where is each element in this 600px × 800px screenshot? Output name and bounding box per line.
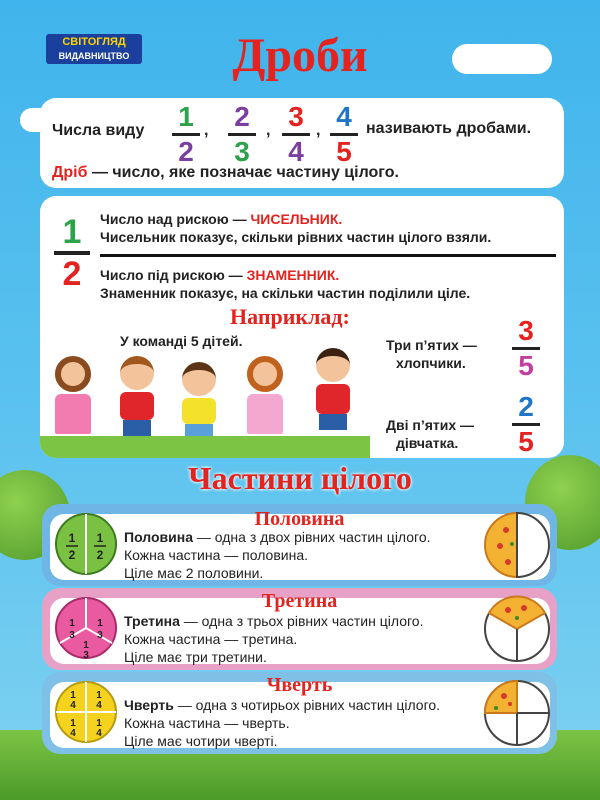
fraction-4-5 (330, 102, 358, 167)
band-half (42, 504, 557, 586)
denominator-term: ЗНАМЕННИК. (246, 267, 340, 283)
denominator-line (100, 266, 339, 284)
third-num: 1 (97, 618, 103, 629)
band-quarter (42, 672, 557, 754)
kid-boy-1 (112, 356, 162, 436)
band-half-text (124, 528, 431, 582)
fraction-3-5 (512, 316, 540, 381)
third-line2: Кожна частина — третина. (124, 631, 298, 647)
denominator-explanation: Знаменник показує, на скільки частин поділили ціле. (100, 285, 471, 301)
quarter-fraction-circle (54, 680, 118, 744)
example-heading: Наприклад: (230, 304, 350, 329)
fraction-denominator: 3 (234, 136, 250, 167)
fraction-1-2 (172, 102, 200, 167)
half-line2: Кожна частина — половина. (124, 547, 309, 563)
quarter-pizza (482, 678, 552, 748)
definition-word: Дріб (52, 164, 88, 181)
kid-boy-2 (174, 362, 224, 438)
third-num: 1 (83, 640, 89, 651)
half-right-den: 2 (96, 548, 104, 562)
half-term: Половина (124, 529, 193, 545)
publisher-subtitle: ВИДАВНИЦТВО (58, 51, 130, 61)
page-title: Дроби (232, 29, 368, 82)
fraction-numerator: 3 (518, 315, 534, 346)
third-term: Третина (124, 613, 180, 629)
intro-suffix: називають дробами. (366, 120, 532, 137)
numden-panel (40, 196, 564, 458)
quarter-den: 4 (70, 728, 76, 739)
band-third (42, 588, 557, 670)
band-third-text (124, 612, 423, 666)
half-left-num: 1 (68, 531, 76, 545)
band-third-title: Третина (261, 590, 338, 612)
quarter-den: 4 (96, 728, 102, 739)
fraction-denominator: 5 (336, 136, 352, 167)
band-quarter-title: Чверть (266, 674, 333, 696)
numerator-label: Число над рискою — (100, 211, 251, 227)
quarter-line2: Кожна частина — чверть. (124, 715, 290, 731)
band-quarter-text (124, 696, 440, 750)
quarter-num: 1 (96, 718, 102, 729)
numerator-explanation: Чисельник показує, скільки рівних частин цілого взяли. (100, 229, 492, 245)
third-num: 1 (69, 618, 75, 629)
fraction-denominator: 5 (518, 426, 534, 457)
example-boys-line2: хлопчики. (396, 355, 466, 371)
denominator-label: Число під рискою — (100, 267, 247, 283)
example-boys-line1: Три п’ятих — (386, 337, 477, 353)
definition-text: — число, яке позначає частину цілого. (87, 164, 399, 181)
third-pizza (482, 594, 552, 664)
quarter-num: 1 (70, 718, 76, 729)
comma: , (204, 122, 209, 139)
parts-title: Частини цілого (188, 460, 412, 496)
big-denominator: 2 (62, 255, 82, 293)
team-text: У команді 5 дітей. (120, 333, 243, 349)
grass-strip (40, 436, 370, 458)
third-definition: — одна з трьох рівних частин цілого. (179, 613, 424, 629)
third-den: 3 (69, 630, 75, 641)
big-numerator: 1 (62, 213, 82, 251)
half-pizza (482, 510, 552, 580)
comma: , (266, 122, 271, 139)
example-girls-line2: дівчатка. (396, 435, 459, 451)
fraction-denominator: 5 (518, 350, 534, 381)
numerator-line (100, 210, 342, 228)
example-girls-line1: Дві п’ятих — (386, 417, 475, 433)
half-left-den: 2 (68, 548, 76, 562)
publisher-name: СВІТОГЛЯД (62, 36, 126, 48)
intro-panel (40, 98, 564, 188)
definition-line (52, 164, 399, 182)
kid-girl-1 (48, 356, 98, 436)
band-half-title: Половина (254, 508, 345, 530)
fraction-numerator: 3 (288, 101, 304, 132)
fraction-3-4 (282, 102, 310, 167)
quarter-num: 1 (96, 690, 102, 701)
quarter-den: 4 (70, 700, 76, 711)
quarter-term: Чверть (124, 697, 174, 713)
fraction-numerator: 4 (336, 101, 352, 132)
fraction-2-3 (228, 102, 256, 167)
quarter-den: 4 (96, 700, 102, 711)
fraction-denominator: 4 (288, 136, 304, 167)
fraction-numerator: 1 (178, 101, 194, 132)
divider-line (100, 254, 556, 257)
comma: , (316, 122, 321, 139)
half-right-num: 1 (96, 531, 104, 545)
fraction-2-5 (512, 392, 540, 457)
kid-girl-2 (240, 356, 290, 436)
third-line3: Ціле має три третини. (124, 649, 267, 665)
third-fraction-circle (54, 596, 118, 660)
fraction-denominator: 2 (178, 136, 194, 167)
intro-prefix: Числа виду (52, 122, 145, 139)
quarter-num: 1 (70, 690, 76, 701)
fraction-numerator: 2 (234, 101, 250, 132)
numerator-term: ЧИСЕЛЬНИК. (250, 211, 343, 227)
fraction-numerator: 2 (518, 391, 534, 422)
third-den: 3 (97, 630, 103, 641)
half-fraction-circle (54, 512, 118, 576)
half-line3: Ціле має 2 половини. (124, 565, 264, 581)
quarter-definition: — одна з чотирьох рівних частин цілого. (173, 697, 441, 713)
kid-boy-3 (308, 348, 358, 436)
big-fraction (54, 214, 90, 292)
half-definition: — одна з двох рівних частин цілого. (192, 529, 431, 545)
quarter-line3: Ціле має чотири чверті. (124, 733, 278, 749)
third-den: 3 (83, 650, 89, 660)
